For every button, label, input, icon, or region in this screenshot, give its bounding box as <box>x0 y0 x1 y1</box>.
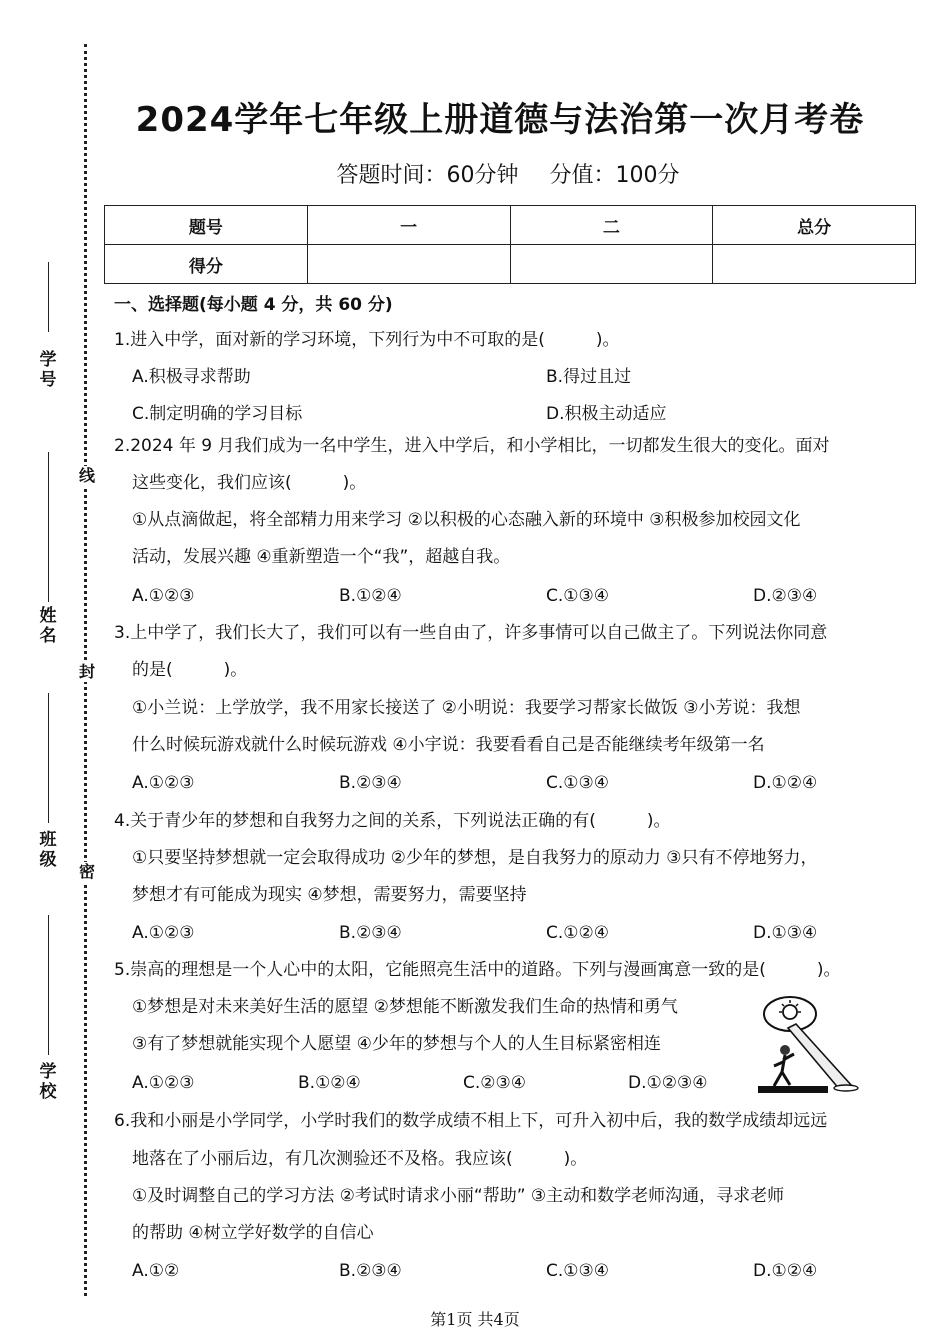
header-cell: 题号 <box>105 206 308 245</box>
q5-option-c: C.②③④ <box>463 1073 526 1093</box>
header-cell: 一 <box>307 206 510 245</box>
q5-option-a: A.①②③ <box>132 1073 195 1093</box>
score-cell-total <box>713 245 916 284</box>
q5-option-b: B.①②④ <box>298 1073 361 1093</box>
exam-time: 答题时间：60分钟 <box>336 163 519 188</box>
section-heading: 一、选择题(每小题 4 分，共 60 分) <box>114 295 393 315</box>
question-3-stem: 3.上中学了，我们长大了，我们可以有一些自由了，许多事情可以自己做主了。下列说法你同意 <box>114 623 828 643</box>
score-table-score-row <box>105 245 916 284</box>
header-cell: 总分 <box>713 206 916 245</box>
question-2-line: ①从点滴做起，将全部精力用来学习 ②以积极的心态融入新的环境中 ③积极参加校园文化 <box>132 510 801 530</box>
q6-option-d: D.①②④ <box>753 1261 818 1281</box>
student-id-blank <box>48 262 49 332</box>
q2-option-b: B.①②④ <box>339 586 402 606</box>
q2-option-d: D.②③④ <box>753 586 818 606</box>
question-1-stem: 1.进入中学，面对新的学习环境，下列行为中不可取的是( )。 <box>114 330 620 350</box>
q3-option-d: D.①②④ <box>753 773 818 793</box>
seal-char-line: 线 <box>76 466 98 486</box>
q1-option-d: D.积极主动适应 <box>546 404 667 424</box>
class-blank <box>48 693 49 823</box>
q3-option-b: B.②③④ <box>339 773 402 793</box>
question-2-line: 这些变化，我们应该( )。 <box>132 473 367 493</box>
q3-option-c: C.①③④ <box>546 773 609 793</box>
name-label: 姓名 <box>39 606 57 646</box>
question-6-line: 的帮助 ④树立学好数学的自信心 <box>132 1223 374 1243</box>
q4-option-b: B.②③④ <box>339 923 402 943</box>
seal-char-seal: 封 <box>76 662 98 682</box>
q1-option-c: C.制定明确的学习目标 <box>132 404 303 424</box>
school-blank <box>48 915 49 1055</box>
name-blank <box>48 452 49 602</box>
score-cell-2 <box>510 245 713 284</box>
exam-score: 分值：100分 <box>549 163 680 188</box>
q3-option-a: A.①②③ <box>132 773 195 793</box>
q4-option-a: A.①②③ <box>132 923 195 943</box>
q4-option-d: D.①③④ <box>753 923 818 943</box>
question-6-line: 地落在了小丽后边，有几次测验还不及格。我应该( )。 <box>132 1149 588 1169</box>
score-table <box>104 205 916 284</box>
exam-subtitle <box>100 158 916 189</box>
question-5-line: ③有了梦想就能实现个人愿望 ④少年的梦想与个人的人生目标紧密相连 <box>132 1034 661 1054</box>
question-3-line: 的是( )。 <box>132 660 248 680</box>
school-label: 学校 <box>39 1062 57 1102</box>
q5-option-d: D.①②③④ <box>628 1073 708 1093</box>
score-row-label: 得分 <box>105 245 308 284</box>
header-cell: 二 <box>510 206 713 245</box>
question-2-line: 活动，发展兴趣 ④重新塑造一个“我”，超越自我。 <box>132 547 511 567</box>
question-2-stem: 2.2024 年 9 月我们成为一名中学生，进入中学后，和小学相比，一切都发生很大的变化。面对 <box>114 436 830 456</box>
student-id-label: 学号 <box>39 350 57 390</box>
question-6-line: ①及时调整自己的学习方法 ②考试时请求小丽“帮助” ③主动和数学老师沟通，寻求老师 <box>132 1186 785 1206</box>
question-5-line: ①梦想是对未来美好生活的愿望 ②梦想能不断激发我们生命的热情和勇气 <box>132 997 678 1017</box>
q1-option-b: B.得过且过 <box>546 367 632 387</box>
seal-char-secret: 密 <box>76 862 98 882</box>
q6-option-c: C.①③④ <box>546 1261 609 1281</box>
question-3-line: 什么时候玩游戏就什么时候玩游戏 ④小宇说：我要看看自己是否能继续考年级第一名 <box>132 735 765 755</box>
q2-option-c: C.①③④ <box>546 586 609 606</box>
q6-option-a: A.①② <box>132 1261 180 1281</box>
page-footer: 第1页 共4页 <box>430 1310 520 1329</box>
question-6-stem: 6.我和小丽是小学同学，小学时我们的数学成绩不相上下，可升入初中后，我的数学成绩却远远 <box>114 1111 828 1131</box>
q1-option-a: A.积极寻求帮助 <box>132 367 251 387</box>
question-4-line: ①只要坚持梦想就一定会取得成功 ②少年的梦想，是自我努力的原动力 ③只有不停地努力， <box>132 848 818 868</box>
question-5-stem: 5.崇高的理想是一个人心中的太阳，它能照亮生活中的道路。下列与漫画寓意一致的是( )。 <box>114 960 841 980</box>
q6-option-b: B.②③④ <box>339 1261 402 1281</box>
class-label: 班级 <box>39 830 57 870</box>
score-table-header-row <box>105 206 916 245</box>
q2-option-a: A.①②③ <box>132 586 195 606</box>
question-4-stem: 4.关于青少年的梦想和自我努力之间的关系，下列说法正确的有( )。 <box>114 811 671 831</box>
score-cell-1 <box>307 245 510 284</box>
question-3-line: ①小兰说：上学放学，我不用家长接送了 ②小明说：我要学习帮家长做饭 ③小芳说：我想 <box>132 698 801 718</box>
question-4-line: 梦想才有可能成为现实 ④梦想，需要努力，需要坚持 <box>132 885 527 905</box>
q4-option-c: C.①②④ <box>546 923 609 943</box>
dream-sun-cartoon <box>752 990 862 1100</box>
exam-title: 2024学年七年级上册道德与法治第一次月考卷 <box>135 100 865 140</box>
